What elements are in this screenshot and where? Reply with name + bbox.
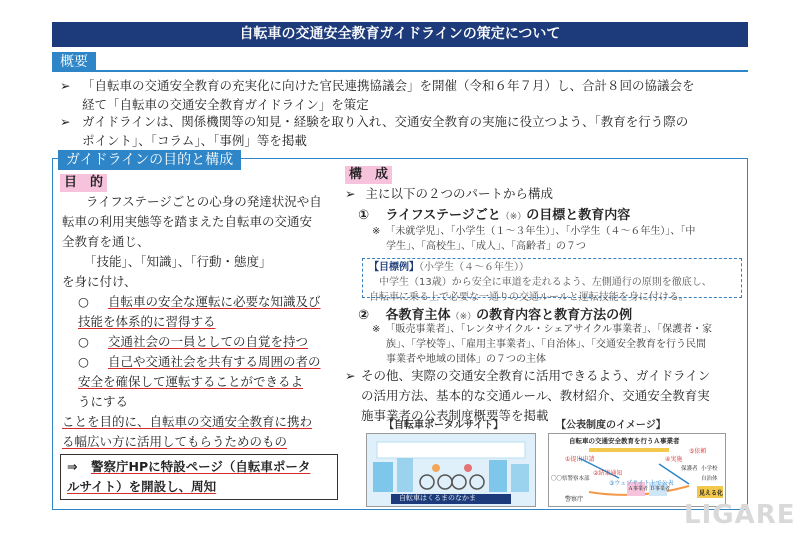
pub-header: 自転車の交通安全教育を行うＡ事業者 [569, 437, 680, 445]
pub-label: 見える化 [699, 490, 724, 497]
part2-heading [358, 304, 632, 323]
overview-rule [52, 70, 748, 72]
purpose-item [62, 292, 340, 332]
pub-label: Ｂ事業者 [650, 486, 671, 492]
pub-label: ②結果通知 [593, 470, 623, 477]
purpose-body [62, 192, 340, 452]
pub-label: 保護者 [681, 466, 698, 472]
purpose-item-line: 自転車の安全な運転に必要な知識及び [108, 294, 321, 309]
hp-line[interactable]: 警察庁HPに特設ページ（自転車ポータ [91, 459, 311, 474]
purpose-line: 全教育を通じ、 [62, 234, 150, 249]
bullet-marker: ➢ [345, 368, 356, 383]
example-box [362, 258, 742, 303]
arrow-icon: ⇒ [67, 459, 78, 474]
pub-label: ⑤依頼 [689, 448, 707, 455]
guideline-tag: ガイドラインの目的と構成 [58, 150, 241, 170]
note-line: 学生」、「高校生」、「成人」、「高齢者」の７つ [386, 241, 586, 252]
note-line: ※ 「未就学児」、「小学生（１～３年生）」、「小学生（４～６年生）」、「中 [372, 226, 696, 237]
purpose-item [62, 352, 340, 412]
pub-label: 小学校 [701, 466, 718, 472]
purpose-skills: 「技能」、「知識」、「行動・態度」 [84, 254, 272, 269]
bullet-marker: ➢ [60, 114, 71, 129]
example-grade: （小学生（４～６年生）） [419, 262, 529, 273]
part1-heading [358, 204, 630, 223]
structure-other [345, 366, 745, 426]
purpose-line: を身に付け、 [62, 274, 137, 289]
purpose-line: 転車の利用実態等を踏まえた自転車の交通安 [62, 214, 313, 229]
page-title: 自転車の交通安全教育ガイドラインの策定について [52, 22, 748, 47]
purpose-item [62, 332, 340, 352]
example-line: 自転車に乗る上で必要な一通りの交通ルールと運転技能を身に付ける。 [369, 292, 689, 303]
structure-intro [345, 184, 553, 204]
note-line: 事業者や地域の団体」の７つの主体 [386, 354, 546, 365]
portal-caption: 【自転車ポータルサイト】 [384, 420, 504, 431]
portal-site-image[interactable] [366, 433, 536, 507]
other-line: の活用方法、基本的な交通ルール、教材紹介、交通安全教育実 [361, 388, 710, 403]
purpose-item-line: うにする [78, 394, 129, 409]
purpose-item-line: 安全を確保して運転することができるよ [78, 374, 304, 389]
part-number: ② [358, 308, 370, 323]
part-title: の目標と教育内容 [526, 208, 631, 223]
example-label: 【目標例】 [369, 262, 419, 273]
example-text [363, 259, 741, 306]
pub-label: ④実施 [665, 456, 683, 463]
circle-marker: ○ [78, 294, 89, 309]
part-title-note: （※） [500, 212, 527, 222]
other-line: 施事業者の公表制度概要等を掲載 [361, 408, 549, 423]
pub-label: 〇〇県警察本部 [551, 476, 590, 482]
circle-marker: ○ [78, 354, 89, 369]
purpose-item-line: 交通社会の一員としての自覚を持つ [108, 334, 309, 349]
bullet-line: ガイドラインは、関係機関等の知見・経験を取り入れ、交通安全教育の実施に役立つよう、「教育を行う際の [82, 114, 689, 129]
structure-tag: 構 成 [345, 166, 392, 184]
bullet-line: ポイント」、「コラム」、「事例」等を掲載 [82, 133, 307, 148]
purpose-closing: る幅広い方に活用してもらうためのもの [62, 434, 288, 449]
part-title-note: （※） [450, 312, 477, 322]
watermark-logo: LIGARE [684, 500, 796, 530]
part-title: 各教育主体 [385, 308, 451, 323]
overview-tag: 概要 [52, 52, 96, 72]
note-line: ※ 「販売事業者」、「レンタサイクル・シェアサイクル事業者」、「保護者・家 [372, 324, 713, 335]
bullet-line: 「自転車の交通安全教育の充実化に向けた官民連携協議会」を開催（令和６年７月）し、合計８回の協議会を [82, 78, 695, 93]
portal-banner: 自転車はくるまのなかま [399, 494, 476, 502]
part-title: ライフステージごと [385, 208, 501, 223]
overview-bullet-2 [60, 112, 750, 150]
hp-notice [61, 455, 337, 497]
purpose-item-line: 自己や交通社会を共有する周囲の者の [108, 354, 321, 369]
example-line: 中学生（13歳）から安全に車道を走れるよう、左側通行の原則を徹底し、 [379, 277, 712, 288]
hp-line[interactable]: ルサイト）を開設し、周知 [67, 479, 217, 494]
hp-notice-box [60, 454, 338, 500]
part1-note [372, 224, 744, 254]
pub-label: ③ウェブサイト上で公表 [609, 480, 674, 487]
other-line: その他、実際の交通安全教育に活用できるよう、ガイドライン [361, 368, 711, 383]
bullet-marker: ➢ [60, 78, 71, 93]
bullet-line: 経て「自転車の交通安全教育ガイドライン」を策定 [82, 97, 369, 112]
overview-bullet-1 [60, 76, 750, 114]
publication-system-image[interactable] [548, 433, 726, 507]
note-line: 族」、「学校等」、「雇用主事業者」、「自治体」、「交通安全教育を行う民間 [386, 339, 706, 350]
circle-marker: ○ [78, 334, 89, 349]
pub-label: Ａ事業者 [628, 486, 649, 492]
part-title: の教育内容と教育方法の例 [476, 308, 633, 323]
purpose-closing: ことを目的に、自転車の交通安全教育に携わ [62, 414, 313, 429]
part-number: ① [358, 208, 370, 223]
pub-caption: 【公表制度のイメージ】 [556, 420, 666, 431]
structure-intro-text: 主に以下の２つのパートから構成 [365, 186, 553, 201]
part2-note [372, 322, 744, 367]
purpose-item-line: 技能を体系的に習得する [78, 314, 216, 329]
purpose-tag: 目 的 [60, 174, 107, 192]
pub-label: 警察庁 [565, 496, 584, 503]
purpose-line: ライフステージごとの心身の発達状況や自 [86, 194, 322, 209]
pub-label: 自治体 [701, 476, 718, 482]
bullet-marker: ➢ [345, 186, 356, 201]
pub-label: ①提出申請 [565, 456, 595, 463]
